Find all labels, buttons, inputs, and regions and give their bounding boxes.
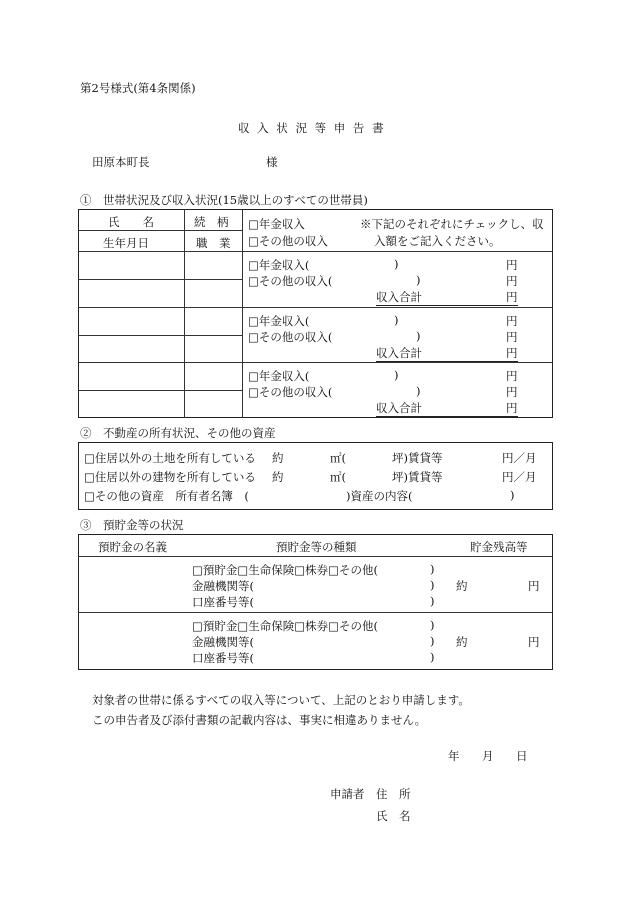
- entry1-yen: 円: [528, 579, 540, 593]
- row3-pension-close: ): [394, 368, 399, 382]
- section3-heading: ③ 預貯金等の状況: [80, 518, 184, 532]
- building-label: □住居以外の建物を所有している: [84, 470, 256, 484]
- header-other-check: □その他の収入: [248, 234, 328, 248]
- row3-total-label: 収入合計: [376, 401, 422, 415]
- row1-total: [376, 289, 518, 306]
- entry2-types: □預貯金□生命保険□株券□その他(: [192, 619, 378, 633]
- table-divider: [78, 279, 242, 280]
- entry1-account: 口座番号等(: [192, 595, 254, 609]
- applicant-name: 氏 名: [376, 809, 411, 823]
- declaration-line1: 対象者の世帯に係るすべての収入等について、上記のとおり申請します。: [92, 693, 470, 707]
- header-note-line1: ※下記のそれぞれにチェックし、収: [360, 217, 544, 231]
- header-name: 氏 名: [108, 215, 154, 229]
- land-tsubo: 坪)賃貸等: [392, 451, 443, 465]
- row1-pension: □年金収入(: [248, 258, 310, 272]
- row3-total: [376, 400, 518, 417]
- entry2-bank-close: ): [430, 634, 435, 648]
- applicant-address: 住 所: [376, 787, 411, 801]
- entry2-bank: 金融機関等(: [192, 635, 254, 649]
- entry2-yen: 円: [528, 635, 540, 649]
- row2-total-label: 収入合計: [376, 346, 422, 360]
- row2-yen3: 円: [506, 346, 518, 360]
- date-year: 年: [448, 749, 460, 763]
- row1-yen3: 円: [506, 290, 518, 304]
- header-birthdate: 生年月日: [103, 236, 149, 250]
- table-divider: [242, 209, 243, 418]
- land-unit: ㎡(: [330, 451, 346, 465]
- row1-other-close: ): [416, 273, 421, 287]
- entry1-account-close: ): [430, 594, 435, 608]
- entry1-types: □預貯金□生命保険□株券□その他(: [192, 563, 378, 577]
- row2-total: [376, 345, 518, 362]
- date-day: 日: [516, 749, 528, 763]
- honorific: 様: [266, 155, 278, 169]
- row3-yen1: 円: [506, 369, 518, 383]
- header-note-line2: 入額をご記入ください。: [374, 234, 501, 248]
- land-approx: 約: [272, 451, 284, 465]
- row1-pension-close: ): [394, 257, 399, 271]
- row1-yen2: 円: [506, 274, 518, 288]
- table-divider: [78, 390, 242, 391]
- row3-pension: □年金収入(: [248, 369, 310, 383]
- land-rent: 円／月: [502, 451, 537, 465]
- table-divider: [78, 251, 553, 252]
- table-divider: [78, 612, 553, 613]
- table-divider: [78, 307, 553, 308]
- entry1-types-close: ): [430, 562, 435, 576]
- land-label: □住居以外の土地を所有している: [84, 451, 256, 465]
- header-occupation: 職 業: [196, 236, 231, 250]
- building-unit: ㎡(: [330, 470, 346, 484]
- section1-heading: ① 世帯状況及び収入状況(15歳以上のすべての世帯員): [80, 193, 368, 207]
- entry1-bank: 金融機関等(: [192, 579, 254, 593]
- section2-heading: ② 不動産の所有状況、その他の資産: [80, 426, 276, 440]
- row2-other-close: ): [416, 329, 421, 343]
- entry2-account: 口座番号等(: [192, 651, 254, 665]
- table-divider: [78, 335, 242, 336]
- entry2-types-close: ): [430, 618, 435, 632]
- addressee: 田原本町長: [92, 155, 150, 169]
- row3-yen3: 円: [506, 401, 518, 415]
- page-title: 収 入 状 況 等 申 告 書: [238, 121, 386, 135]
- row1-yen1: 円: [506, 258, 518, 272]
- row2-other: □その他の収入(: [248, 330, 333, 344]
- row1-other: □その他の収入(: [248, 274, 333, 288]
- building-tsubo: 坪)賃貸等: [392, 470, 443, 484]
- entry2-account-close: ): [430, 650, 435, 664]
- row3-yen2: 円: [506, 385, 518, 399]
- row2-pension-close: ): [394, 313, 399, 327]
- other-assets-label: □その他の資産 所有者名簿 (: [84, 489, 249, 503]
- date-month: 月: [482, 749, 494, 763]
- entry1-approx: 約: [456, 579, 468, 593]
- col-account-name: 預貯金の名義: [98, 540, 167, 554]
- header-pension-check: □年金収入: [248, 217, 305, 231]
- col-balance: 貯金残高等: [470, 540, 528, 554]
- row2-pension: □年金収入(: [248, 314, 310, 328]
- entry2-approx: 約: [456, 635, 468, 649]
- header-relation: 続 柄: [194, 215, 229, 229]
- row3-other: □その他の収入(: [248, 385, 333, 399]
- row1-total-label: 収入合計: [376, 290, 422, 304]
- row3-other-close: ): [416, 384, 421, 398]
- table-divider: [78, 230, 242, 231]
- entry1-bank-close: ): [430, 578, 435, 592]
- other-assets-contents: )資産の内容(: [346, 489, 413, 503]
- table-divider: [78, 362, 553, 363]
- table-divider: [78, 556, 553, 557]
- form-number: 第2号様式(第4条関係): [80, 81, 196, 95]
- building-approx: 約: [272, 470, 284, 484]
- other-assets-close: ): [510, 488, 515, 502]
- row2-yen2: 円: [506, 330, 518, 344]
- row2-yen1: 円: [506, 314, 518, 328]
- applicant-label: 申請者: [330, 787, 365, 801]
- declaration-line2: この申告者及び添付書類の記載内容は、事実に相違ありません。: [92, 713, 427, 727]
- col-savings-type: 預貯金等の種類: [276, 540, 357, 554]
- building-rent: 円／月: [502, 470, 537, 484]
- table-divider: [184, 209, 185, 418]
